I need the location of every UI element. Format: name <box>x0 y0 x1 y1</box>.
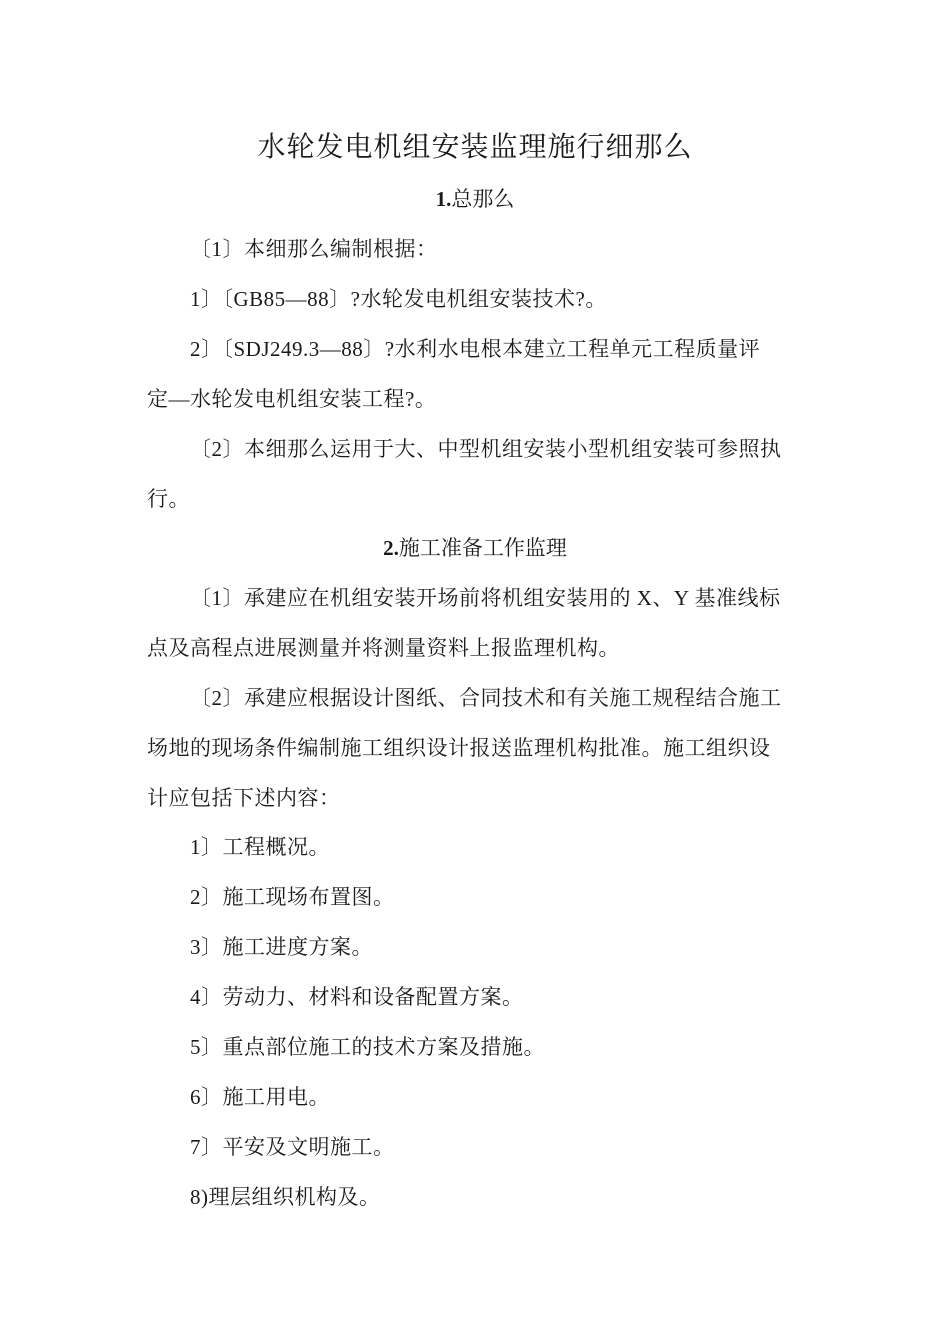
section-heading-1 <box>0 184 950 214</box>
list-item: 8)理层组织机构及。 <box>190 1185 381 1209</box>
section-heading-2 <box>0 533 950 563</box>
list-item: 6〕施工用电。 <box>190 1085 330 1109</box>
paragraph-line: 定—水轮发电机组安装工程?。 <box>147 387 437 411</box>
paragraph-line: 场地的现场条件编制施工组织设计报送监理机构批准。施工组织设 <box>147 736 771 760</box>
list-item: 7〕平安及文明施工。 <box>190 1135 395 1159</box>
document-title: 水轮发电机组安装监理施行细那么 <box>257 132 693 163</box>
section-number: 1. <box>435 187 452 211</box>
paragraph-line: 〔2〕承建应根据设计图纸、合同技术和有关施工规程结合施工 <box>190 686 782 710</box>
paragraph-line: 计应包括下述内容： <box>147 786 341 810</box>
paragraph-line: 行。 <box>147 487 190 511</box>
paragraph-line: 〔1〕承建应在机组安装开场前将机组安装用的 X、Y 基准线标 <box>190 586 781 610</box>
paragraph-line: 2〕〔SDJ249.3—88〕?水利水电根本建立工程单元工程质量评 <box>190 337 761 361</box>
list-item: 5〕重点部位施工的技术方案及措施。 <box>190 1035 545 1059</box>
list-item: 3〕施工进度方案。 <box>190 935 373 959</box>
paragraph-line: 〔1〕本细那么编制根据： <box>190 237 438 261</box>
list-item: 4〕劳动力、材料和设备配置方案。 <box>190 985 524 1009</box>
list-item: 1〕工程概况。 <box>190 835 330 859</box>
section-number: 2. <box>383 536 399 560</box>
list-item: 2〕施工现场布置图。 <box>190 885 395 909</box>
paragraph-line: 〔2〕本细那么运用于大、中型机组安装小型机组安装可参照执 <box>190 437 782 461</box>
section-title: 总那么 <box>451 187 515 211</box>
section-title: 施工准备工作监理 <box>398 536 567 560</box>
paragraph-line: 1〕〔GB85—88〕?水轮发电机组安装技术?。 <box>190 287 607 311</box>
paragraph-line: 点及高程点进展测量并将测量资料上报监理机构。 <box>147 636 620 660</box>
